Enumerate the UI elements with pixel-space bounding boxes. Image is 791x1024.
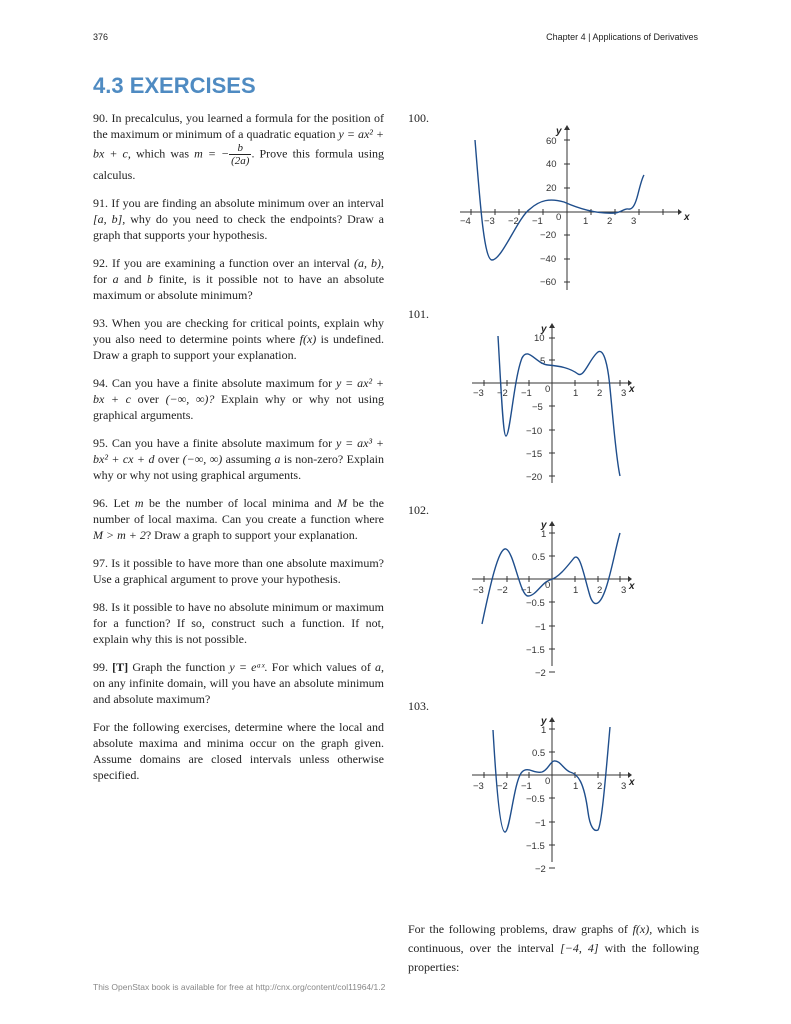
exercise-94 xyxy=(93,375,384,423)
instructions-text: with the following properties: xyxy=(408,941,700,974)
exercise-text: Graph the function xyxy=(132,660,226,674)
y-tick: −2 xyxy=(535,668,546,679)
exercise-text: and xyxy=(124,272,142,286)
exercise-text: Let xyxy=(113,496,130,510)
fraction-denominator: (2a) xyxy=(231,155,250,167)
y-tick: 5 xyxy=(540,356,546,367)
variable: a xyxy=(112,272,119,286)
x-tick: −3 xyxy=(473,585,484,596)
x-tick: 0 xyxy=(545,776,551,787)
x-axis-arrow xyxy=(678,209,682,215)
graph-101 xyxy=(470,318,640,498)
x-tick: 1 xyxy=(583,216,589,227)
y-tick: −0.5 xyxy=(526,794,545,805)
exercise-number: 98. xyxy=(93,600,108,614)
graph-number: 102. xyxy=(408,503,429,517)
formula: (a, b), xyxy=(354,256,384,270)
x-tick: −3 xyxy=(473,388,484,399)
chapter-title: Chapter 4 | Applications of Derivatives xyxy=(546,32,698,42)
exercise-text: If you are finding an absolute minimum over an interval xyxy=(111,196,384,210)
x-tick: 3 xyxy=(621,585,627,596)
exercise-text: be the number of local maxima. Can you create a function where xyxy=(93,496,385,526)
fraction-numerator: b xyxy=(229,142,251,155)
fraction xyxy=(229,142,251,167)
y-tick: −1.5 xyxy=(526,645,545,656)
formula: y = ax³ + bx² + cx + d xyxy=(93,436,384,466)
x-tick: 2 xyxy=(597,585,603,596)
exercise-text: finite, is it possible not to have an absolute maximum or absolute minimum? xyxy=(93,272,385,302)
x-tick: −2 xyxy=(497,585,508,596)
exercise-text: . Prove this formula using calculus. xyxy=(93,146,385,182)
x-tick-labels xyxy=(473,384,626,399)
y-tick-labels xyxy=(526,333,545,483)
formula: [a, b], xyxy=(93,212,126,226)
x-tick: −1 xyxy=(521,585,532,596)
exercise-text: be the number of local minima and xyxy=(149,496,332,510)
exercise-list xyxy=(93,110,384,795)
graph-number: 101. xyxy=(408,307,429,321)
exercise-text: For which values of xyxy=(271,660,371,674)
variable: b xyxy=(147,272,154,286)
x-tick: −1 xyxy=(521,388,532,399)
x-tick: −2 xyxy=(508,216,519,227)
variable: a, xyxy=(375,660,385,674)
exercise-90 xyxy=(93,110,384,183)
y-tick: −5 xyxy=(532,402,543,413)
exercise-text: over xyxy=(137,392,159,406)
y-tick: 40 xyxy=(546,159,557,170)
x-axis-label: x xyxy=(629,384,635,395)
y-tick: 0.5 xyxy=(532,748,546,759)
x-tick: 0 xyxy=(545,580,551,591)
formula: m = − xyxy=(194,146,230,161)
y-axis-label: y xyxy=(541,716,547,727)
exercise-number: 92. xyxy=(93,256,108,270)
x-tick: 2 xyxy=(597,388,603,399)
exercise-text: over xyxy=(157,452,180,466)
exercise-text: Is it possible to have no absolute minimum or maximum for a function? If so, construct such a function. If not, explain why this is not possible. xyxy=(93,600,384,646)
function-curve xyxy=(475,140,644,260)
formula: f(x) xyxy=(299,332,317,346)
function-curve xyxy=(498,336,620,476)
exercise-text: ? Draw a graph to support your explanation. xyxy=(145,528,358,542)
graph-number: 100. xyxy=(408,111,429,125)
y-tick: −60 xyxy=(540,277,557,288)
y-axis-arrow xyxy=(564,125,570,130)
y-tick: −1 xyxy=(535,818,546,829)
exercise-92 xyxy=(93,255,384,303)
y-tick: −15 xyxy=(526,449,543,460)
exercise-text: Explain why or why not using graphical arguments. xyxy=(93,392,385,422)
y-tick: 20 xyxy=(546,183,557,194)
exercise-intro: For the following exercises, determine where the local and absolute maxima and minima occur on the graph given. Assume domains are closed intervals unless otherwise specified. xyxy=(93,720,384,782)
y-axis-arrow xyxy=(549,521,555,526)
x-tick: −2 xyxy=(497,781,508,792)
formula: M > m + 2 xyxy=(93,528,146,542)
x-tick: −1 xyxy=(521,781,532,792)
exercise-text: why do you need to check the endpoints? Draw a graph that supports your hypothesis. xyxy=(93,212,385,242)
y-tick: 1 xyxy=(541,529,547,540)
y-axis-arrow xyxy=(549,323,555,328)
instructions-paragraph xyxy=(408,920,699,977)
formula: y = ax² + bx + c xyxy=(93,376,384,406)
exercise-number: 90. xyxy=(93,111,108,125)
formula: [−4, 4] xyxy=(560,941,599,955)
exercise-number: 93. xyxy=(93,316,108,330)
exercise-text: which was xyxy=(135,146,190,161)
exercise-text: is non-zero? Explain why or why not using graphical arguments. xyxy=(93,452,384,482)
formula: f(x), xyxy=(632,922,653,936)
exercise-91 xyxy=(93,195,384,243)
exercise-96 xyxy=(93,495,384,543)
exercise-text: is undefined. Draw a graph to support your explanation. xyxy=(93,332,385,362)
variable: M xyxy=(337,496,348,510)
exercise-text: assuming xyxy=(225,452,272,466)
y-axis-label: y xyxy=(541,520,547,531)
x-tick: 3 xyxy=(631,216,637,227)
x-tick: 0 xyxy=(545,384,551,395)
y-tick: −40 xyxy=(540,254,557,265)
exercise-95 xyxy=(93,435,384,483)
y-tick: 10 xyxy=(534,333,545,344)
section-title: 4.3 EXERCISES xyxy=(93,73,256,98)
y-tick: −20 xyxy=(540,230,557,241)
y-tick-labels xyxy=(526,529,546,679)
formula: y = ax² + bx + c, xyxy=(93,127,385,161)
exercise-99 xyxy=(93,659,384,707)
y-tick: 1 xyxy=(541,725,547,736)
y-tick-labels xyxy=(526,725,546,875)
variable: m xyxy=(134,496,144,510)
x-axis-label: x xyxy=(629,581,635,592)
x-tick: −4 xyxy=(460,216,471,227)
x-tick: 0 xyxy=(556,212,562,223)
graph-102 xyxy=(470,516,640,696)
x-tick: 3 xyxy=(621,781,627,792)
y-axis-label: y xyxy=(556,126,562,137)
x-tick: 2 xyxy=(597,781,603,792)
exercise-text: When you are checking for critical points, explain why you also need to determine points where xyxy=(93,316,384,346)
exercise-93 xyxy=(93,315,384,363)
technology-tag: [T] xyxy=(112,660,129,674)
exercise-number: 91. xyxy=(93,196,108,210)
y-tick: −10 xyxy=(526,426,543,437)
y-tick: −1 xyxy=(535,622,546,633)
x-tick: 1 xyxy=(573,585,579,596)
exercise-text: on any infinite domain, will you have an absolute minimum and absolute maximum? xyxy=(93,676,384,706)
x-tick: −2 xyxy=(497,388,508,399)
exercise-number: 96. xyxy=(93,496,108,510)
graph-103 xyxy=(470,712,640,892)
x-tick: −1 xyxy=(532,216,543,227)
exercise-number: 95. xyxy=(93,436,108,450)
exercise-number: 99. xyxy=(93,660,108,674)
exercise-text: If you are examining a function over an interval xyxy=(112,256,350,270)
exercise-text: for xyxy=(93,272,107,286)
x-axis-label: x xyxy=(684,212,690,223)
graph-number: 103. xyxy=(408,699,429,713)
instructions-text: which is continuous, over the interval xyxy=(408,922,700,955)
page-number: 376 xyxy=(93,32,109,42)
x-axis-label: x xyxy=(629,777,635,788)
x-tick: 1 xyxy=(573,781,579,792)
x-tick: 2 xyxy=(607,216,613,227)
y-tick: −2 xyxy=(535,864,546,875)
y-axis-label: y xyxy=(541,324,547,335)
exercise-text: Can you have a finite absolute maximum for xyxy=(111,436,333,450)
graph-100 xyxy=(450,122,690,302)
exercise-text: In precalculus, you learned a formula for the position of the maximum or minimum of a quadratic equation xyxy=(93,111,385,141)
y-tick: 0.5 xyxy=(532,552,546,563)
x-tick: 1 xyxy=(573,388,579,399)
instructions-text: For the following problems, draw graphs of xyxy=(408,922,628,936)
exercise-text: Can you have a finite absolute maximum for xyxy=(111,376,333,390)
y-tick: −20 xyxy=(526,472,543,483)
y-tick: −0.5 xyxy=(526,598,545,609)
formula: (−∞, ∞)? xyxy=(165,392,215,406)
y-tick: −1.5 xyxy=(526,841,545,852)
footer-note: This OpenStax book is available for free at http://cnx.org/content/col11964/1.2 xyxy=(93,982,386,992)
x-tick: −3 xyxy=(473,781,484,792)
exercise-97 xyxy=(93,555,384,587)
x-tick: 3 xyxy=(621,388,627,399)
formula: y = eᵃˣ. xyxy=(229,660,268,674)
exercise-text: Is it possible to have more than one absolute maximum? Use a graphical argument to prove your hypothesis. xyxy=(93,556,385,586)
exercise-98 xyxy=(93,599,384,647)
exercise-number: 94. xyxy=(93,376,108,390)
formula: (−∞, ∞) xyxy=(182,452,223,466)
y-tick: 60 xyxy=(546,136,557,147)
x-tick-labels xyxy=(460,212,636,227)
variable: a xyxy=(274,452,281,466)
y-axis-arrow xyxy=(549,717,555,722)
exercise-number: 97. xyxy=(93,556,108,570)
x-tick: −3 xyxy=(484,216,495,227)
